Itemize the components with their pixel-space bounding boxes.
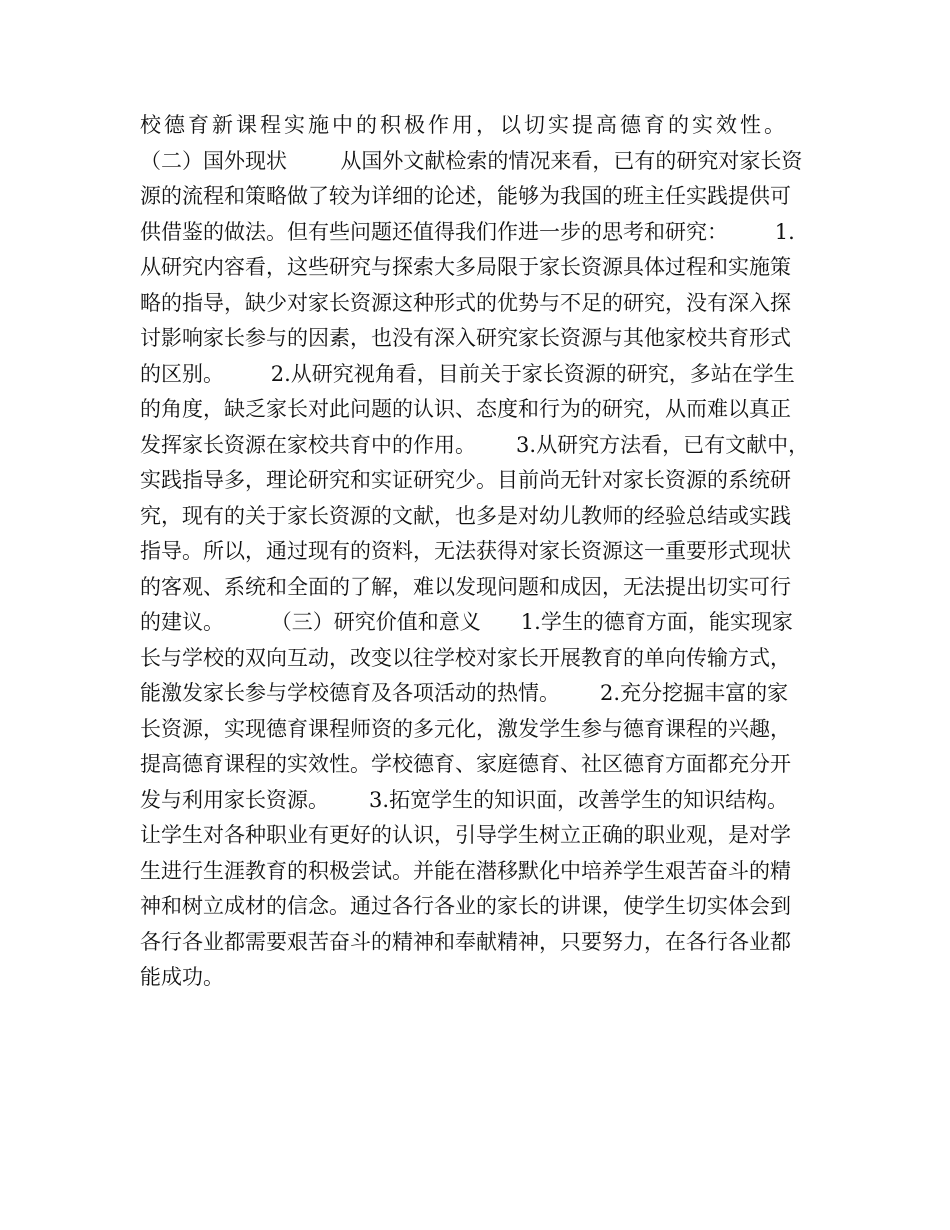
text-line: （二）国外现状 从国外文献检索的情况来看，已有的研究对家长资 bbox=[140, 148, 803, 173]
text-line: 的建议。 （三）研究价值和意义 1.学生的德育方面，能实现家 bbox=[140, 610, 793, 634]
text-line: 发与利用家长资源。 3.拓宽学生的知识面，改善学生的知识结构。 bbox=[140, 787, 789, 812]
text-line: 的区别。 2.从研究视角看，目前关于家长资源的研究，多站在学生 bbox=[140, 361, 795, 386]
text-line: 让学生对各种职业有更好的认识，引导学生树立正确的职业观，是对学 bbox=[140, 823, 791, 847]
text-line: 长资源，实现德育课程师资的多元化，激发学生参与德育课程的兴趣， bbox=[140, 716, 791, 741]
text-line: 实践指导多，理论研究和实证研究少。目前尚无针对家长资源的系统研 bbox=[140, 468, 791, 492]
text-line: 从研究内容看，这些研究与探索大多局限于家长资源具体过程和实施策 bbox=[140, 255, 791, 279]
text-line: 能成功。 bbox=[140, 965, 224, 989]
text-line: 神和树立成材的信念。通过各行各业的家长的讲课，使学生切实体会到 bbox=[140, 894, 791, 918]
text-line: 供借鉴的做法。但有些问题还值得我们作进一步的思考和研究： 1. bbox=[140, 219, 795, 244]
text-line: 发挥家长资源在家校共育中的作用。 3.从研究方法看，已有文献中， bbox=[140, 432, 810, 457]
text-line: 生进行生涯教育的积极尝试。并能在潜移默化中培养学生艰苦奋斗的精 bbox=[140, 858, 791, 883]
text-line: 能激发家长参与学校德育及各项活动的热情。 2.充分挖掘丰富的家 bbox=[140, 681, 789, 705]
text-line: 的角度，缺乏家长对此问题的认识、态度和行为的研究，从而难以真正 bbox=[140, 397, 791, 421]
text-line: 略的指导，缺少对家长资源这种形式的优势与不足的研究，没有深入探 bbox=[140, 290, 791, 315]
text-line: 的客观、系统和全面的了解，难以发现问题和成因，无法提出切实可行 bbox=[140, 574, 791, 599]
text-line: 讨影响家长参与的因素，也没有深入研究家长资源与其他家校共育形式 bbox=[140, 326, 791, 350]
text-line: 源的流程和策略做了较为详细的论述，能够为我国的班主任实践提供可 bbox=[140, 184, 791, 208]
text-line: 各行各业都需要艰苦奋斗的精神和奉献精神，只要努力，在各行各业都 bbox=[140, 929, 791, 954]
body-text bbox=[140, 108, 840, 996]
text-line: 究，现有的关于家长资源的文献，也多是对幼儿教师的经验总结或实践 bbox=[140, 503, 791, 528]
text-line: 提高德育课程的实效性。学校德育、家庭德育、社区德育方面都充分开 bbox=[140, 752, 791, 776]
text-line: 指导。所以，通过现有的资料，无法获得对家长资源这一重要形式现状 bbox=[140, 539, 791, 563]
text-line: 校德育新课程实施中的积极作用，以切实提高德育的实效性。 bbox=[140, 113, 788, 137]
text-line: 长与学校的双向互动，改变以往学校对家长开展教育的单向传输方式， bbox=[140, 645, 791, 670]
